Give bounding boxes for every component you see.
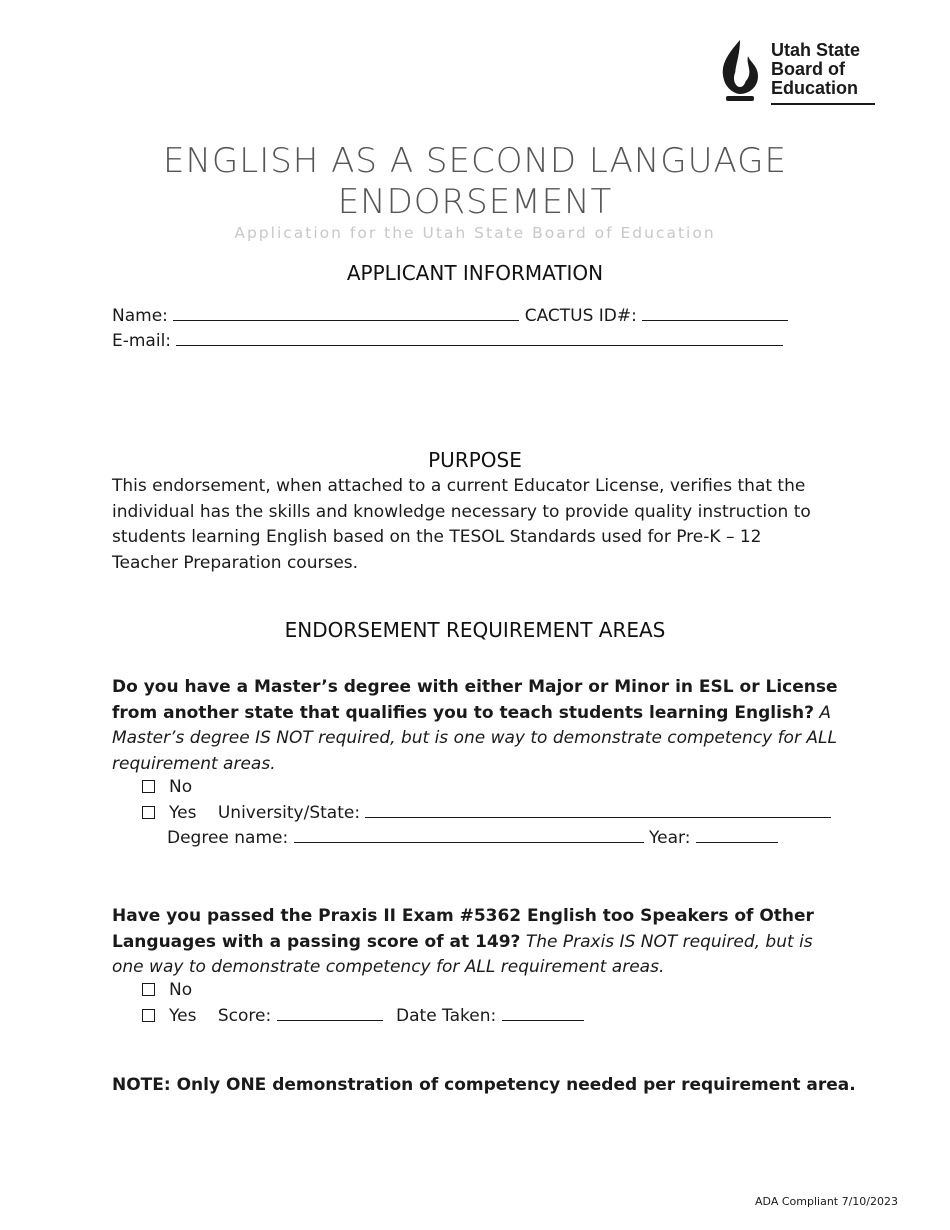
footer-ada-compliance: ADA Compliant 7/10/2023: [755, 1195, 898, 1208]
university-field[interactable]: [365, 803, 831, 818]
competency-note: NOTE: Only ONE demonstration of competency needed per requirement area.: [112, 1075, 856, 1095]
page-title-line-1: ENGLISH AS A SECOND LANGUAGE: [162, 141, 788, 181]
q1-option-yes: [142, 803, 831, 823]
applicant-heading: APPLICANT INFORMATION: [346, 261, 604, 285]
degree-name-field[interactable]: [294, 828, 644, 843]
cactus-id-field[interactable]: [642, 306, 788, 321]
logo-line-1: Utah State: [771, 40, 861, 60]
date-taken-field[interactable]: [502, 1006, 584, 1021]
email-row: [112, 331, 783, 351]
q1-no-checkbox[interactable]: [142, 780, 155, 793]
logo-underline: [771, 103, 875, 105]
q1-degree-row: [167, 828, 778, 848]
name-field[interactable]: [173, 306, 519, 321]
page-title-line-2: ENDORSEMENT: [337, 182, 613, 222]
q2-no-checkbox[interactable]: [142, 983, 155, 996]
cactus-id-label: CACTUS ID#:: [524, 306, 637, 326]
q2-option-no[interactable]: [142, 980, 192, 1000]
question-2-text: Have you passed the Praxis II Exam #5362 English too Speakers of Other Languages with a passing score of at 149?: [112, 906, 814, 952]
question-1: [112, 675, 842, 777]
question-1-note: A Master’s degree IS NOT required, but is one way to demonstrate competency for ALL requirement areas.: [112, 702, 837, 774]
q1-option-no[interactable]: [142, 777, 192, 797]
q2-no-label: No: [169, 980, 193, 1000]
page-subtitle: Application for the Utah State Board of Education: [234, 224, 716, 242]
q2-yes-label: Yes: [169, 1006, 197, 1026]
q1-yes-checkbox[interactable]: [142, 806, 155, 819]
organization-logo-text: [771, 41, 860, 98]
question-2: [112, 904, 842, 981]
requirements-heading: ENDORSEMENT REQUIREMENT AREAS: [284, 618, 666, 642]
name-label: Name:: [112, 306, 168, 326]
email-field[interactable]: [176, 331, 783, 346]
logo-line-2: Board of: [771, 59, 845, 79]
logo-line-3: Education: [771, 78, 859, 98]
university-label: University/State:: [217, 803, 361, 823]
question-2-note: The Praxis IS NOT required, but is one way to demonstrate competency for ALL requirement areas.: [112, 931, 813, 977]
purpose-heading: PURPOSE: [428, 448, 522, 472]
q1-no-label: No: [169, 777, 193, 797]
purpose-text: This endorsement, when attached to a current Educator License, verifies that the individual has the skills and knowledge necessary to provide quality instruction to students learning English based on the TESOL Standards used for Pre-K – 12 Teacher Preparation courses.: [112, 476, 811, 573]
year-field[interactable]: [696, 828, 778, 843]
q2-option-yes: [142, 1006, 584, 1026]
score-label: Score:: [217, 1006, 272, 1026]
name-row: [112, 306, 788, 326]
score-field[interactable]: [277, 1006, 383, 1021]
question-1-text: Do you have a Master’s degree with either Major or Minor in ESL or License from another state that qualifies you to teach students learning English?: [112, 677, 838, 723]
year-label: Year:: [649, 828, 691, 848]
q2-yes-checkbox[interactable]: [142, 1009, 155, 1022]
degree-name-label: Degree name:: [167, 828, 289, 848]
email-label: E-mail:: [112, 331, 172, 351]
q1-yes-label: Yes: [169, 803, 197, 823]
date-taken-label: Date Taken:: [396, 1006, 497, 1026]
